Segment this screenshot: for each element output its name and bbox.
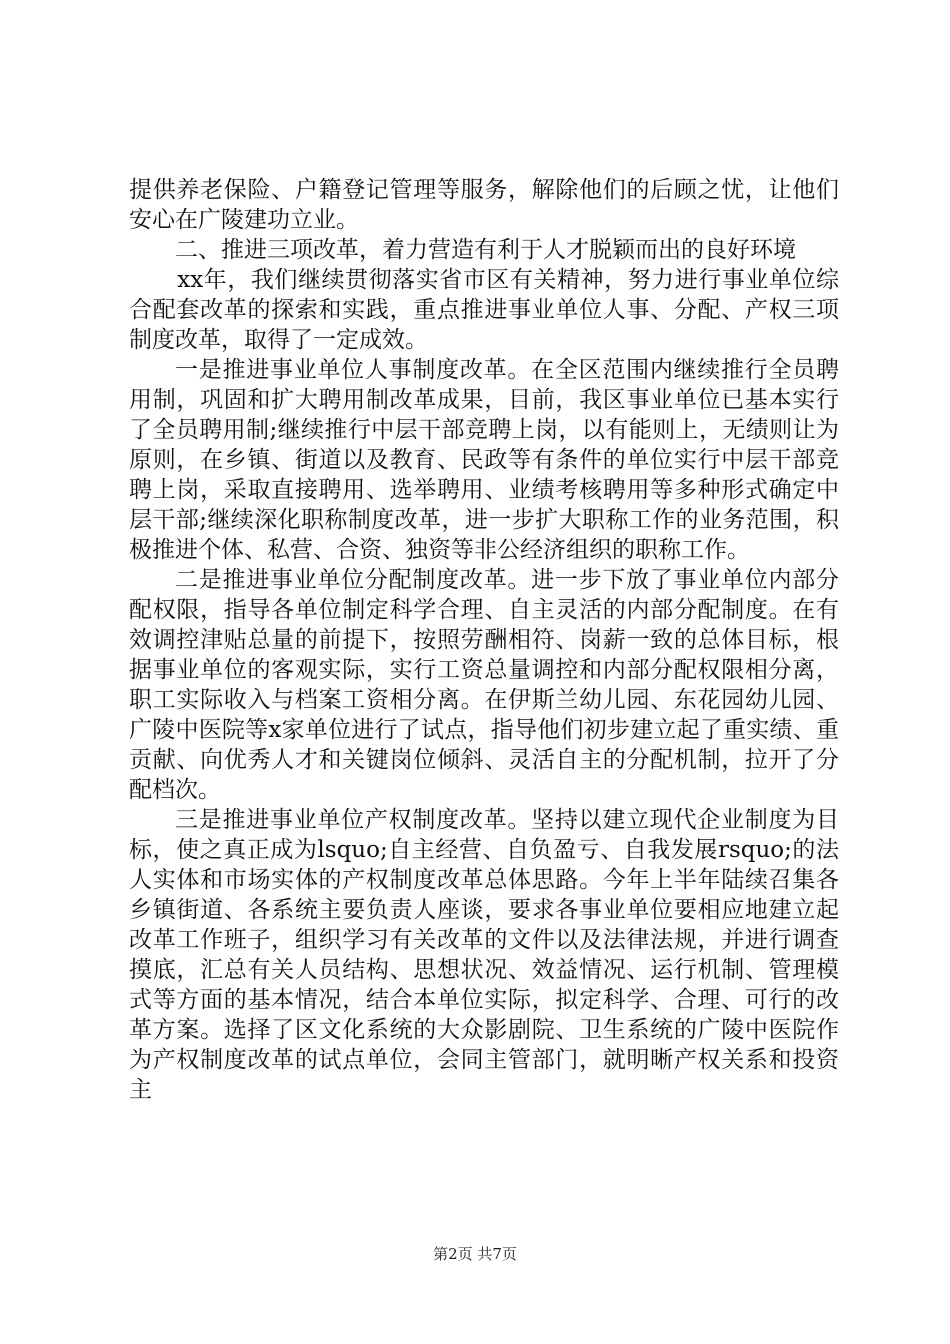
paragraph-personnel-reform: 一是推进事业单位人事制度改革。在全区范围内继续推行全员聘用制，巩固和扩大聘用制改革成果，目前，我区事业单位已基本实行了全员聘用制;继续推行中层干部竞聘上岗，以有能则上，无绩则让为原则，在乡镇、街道以及教育、民政等有条件的单位实行中层干部竞聘上岗，采取直接聘用、选举聘用、业绩考核聘用等多种形式确定中层干部;继续深化职称制度改革，进一步扩大职称工作的业务范围，积极推进个体、私营、合资、独资等非公经济组织的职称工作。 (129, 357, 839, 563)
paragraph-intro: xx年，我们继续贯彻落实省市区有关精神，努力进行事业单位综合配套改革的探索和实践，重点推进事业单位人事、分配、产权三项制度改革，取得了一定成效。 (129, 267, 839, 353)
document-body (129, 175, 839, 1105)
paragraph-distribution-reform: 二是推进事业单位分配制度改革。进一步下放了事业单位内部分配权限，指导各单位制定科学合理、自主灵活的内部分配制度。在有效调控津贴总量的前提下，按照劳酬相符、岗薪一致的总体目标，根据事业单位的客观实际，实行工资总量调控和内部分配权限相分离，职工实际收入与档案工资相分离。在伊斯兰幼儿园、东花园幼儿园、广陵中医院等x家单位进行了试点，指导他们初步建立起了重实绩、重贡献、向优秀人才和关键岗位倾斜、灵活自主的分配机制，拉开了分配档次。 (129, 567, 839, 803)
section-heading: 二、推进三项改革，着力营造有利于人才脱颖而出的良好环境 (175, 237, 796, 263)
page-number-footer: 第2页 共7页 (433, 1245, 517, 1263)
paragraph-continuation: 提供养老保险、户籍登记管理等服务，解除他们的后顾之忧，让他们安心在广陵建功立业。 (129, 177, 839, 233)
paragraph-property-reform: 三是推进事业单位产权制度改革。坚持以建立现代企业制度为目标，使之真正成为lsquo;自主经营、自负盈亏、自我发展rsquo;的法人实体和市场实体的产权制度改革总体思路。今年上半年陆续召集各乡镇街道、各系统主要负责人座谈，要求各事业单位要相应地建立起改革工作班子，组织学习有关改革的文件以及法律法规，并进行调查摸底，汇总有关人员结构、思想状况、效益情况、运行机制、管理模式等方面的基本情况，结合本单位实际，拟定科学、合理、可行的改革方案。选择了区文化系统的大众影剧院、卫生系统的广陵中医院作为产权制度改革的试点单位，会同主管部门，就明晰产权关系和投资主 (129, 807, 839, 1103)
